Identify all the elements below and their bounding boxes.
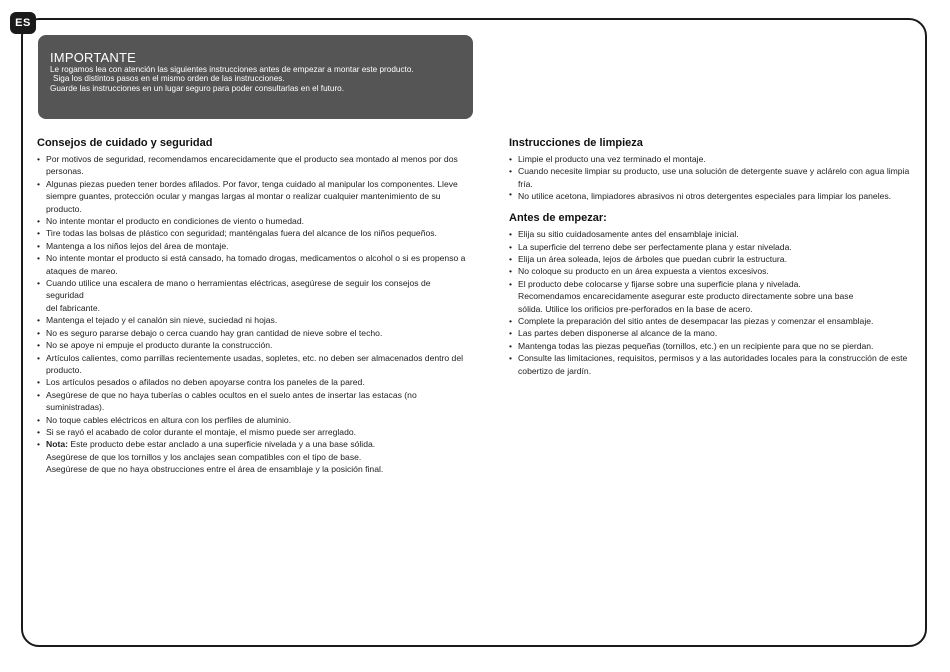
list-item: • Tire todas las bolsas de plástico con seguridad; manténgalas fuera del alcance de los niños pequeños. [37,227,477,239]
list-item: • Por motivos de seguridad, recomendamos encarecidamente que el producto sea montado al menos por dos personas. [37,153,477,178]
list-item: • Artículos calientes, como parrillas recientemente usadas, sopletes, etc. no deben ser almacenados dentro del producto. [37,352,477,377]
important-line: Guarde las instrucciones en un lugar seguro para poder consultarlas en el futuro. [50,83,345,93]
list-item: • No se apoye ni empuje el producto durante la construcción. [37,339,477,351]
list-item-continuation: del fabricante. [46,302,100,313]
list-item-continuation: seguridad [46,290,84,301]
list-item: • Elija su sitio cuidadosamente antes del ensamblaje inicial. [509,228,914,240]
list-item: • Limpie el producto una vez terminado el montaje. [509,153,914,165]
before-title: Antes de empezar: [509,212,607,225]
note-text: Este producto debe estar anclado a una superficie nivelada y a una base sólida. [67,439,376,450]
list-item-continuation: sólida. Utilice los orificios pre-perforados en la base de acero. [518,303,753,314]
important-line: Siga los distintos pasos en el mismo orden de las instrucciones. [53,74,285,84]
right-column [509,136,914,377]
language-tab: ES [10,12,36,34]
note-line: Asegúrese de que no haya obstrucciones entre el área de ensamblaje y la posición final. [46,464,384,475]
note-item [37,438,477,450]
list-item: • Mantenga el tejado y el canalón sin nieve, suciedad ni hojas. [37,314,477,326]
list-item: • Asegúrese de que no haya tuberías o cables ocultos en el suelo antes de insertar las estacas (no suministradas). [37,389,477,414]
note-label: Nota: [46,439,68,450]
list-item: • El producto debe colocarse y fijarse sobre una superficie plana y nivelada. [509,278,914,290]
list-item: • Las partes deben disponerse al alcance de la mano. [509,327,914,339]
important-notice-box [38,35,473,119]
cleaning-list [509,153,914,201]
important-line: Le rogamos lea con atención las siguientes instrucciones antes de empezar a montar este producto. [50,65,414,74]
list-item: • Complete la preparación del sitio antes de desempacar las piezas y comenzar el ensamblaje. [509,315,914,327]
note-line: Asegúrese de que los tornillos y los anclajes sean compatibles con el tipo de base. [46,451,362,462]
list-item: • Los artículos pesados o afilados no deben apoyarse contra los paneles de la pared. [37,376,477,388]
list-item: • Elija un área soleada, lejos de árboles que puedan cubrir la estructura. [509,253,914,265]
list-item: • Algunas piezas pueden tener bordes afilados. Por favor, tenga cuidado al manipular los componentes. Lleve siempre guantes, protección ocular y mangas largas al montar o realizar cualquier mantenimiento de su producto. [37,178,477,215]
safety-section [37,136,477,476]
list-item: • Cuando necesite limpiar su producto, use una solución de detergente suave y aclárelo con agua limpia fría. [509,165,914,190]
list-item: • No coloque su producto en un área expuesta a vientos excesivos. [509,265,914,277]
list-item: • Mantenga a los niños lejos del área de montaje. [37,240,477,252]
important-title: IMPORTANTE [50,50,137,65]
before-list [509,228,914,377]
list-item: • No es seguro pararse debajo o cerca cuando hay gran cantidad de nieve sobre el techo. [37,327,477,339]
list-item: • No intente montar el producto si está cansado, ha tomado drogas, medicamentos o alcohol o si es propenso a ataques de mareo. [37,252,477,277]
cleaning-title: Instrucciones de limpieza [509,137,643,149]
list-item: • Cuando utilice una escalera de mano o herramientas eléctricas, asegúrese de seguir los consejos de [37,277,477,289]
list-item: • No utilice acetona, limpiadores abrasivos ni otros detergentes especiales para limpiar los paneles. [509,190,914,201]
list-item: • Consulte las limitaciones, requisitos, permisos y a las autoridades locales para la construcción de este cobertizo de jardín. [509,352,914,377]
list-item-continuation: Recomendamos encarecidamente asegurar este producto directamente sobre una base [518,291,854,302]
list-item: • Si se rayó el acabado de color durante el montaje, el mismo puede ser arreglado. [37,426,477,438]
list-item: • No intente montar el producto en condiciones de viento o humedad. [37,215,477,227]
list-item: • No toque cables eléctricos en altura con los perfiles de aluminio. [37,414,477,426]
safety-title: Consejos de cuidado y seguridad [37,137,213,149]
safety-list [37,153,477,476]
list-item: • La superficie del terreno debe ser perfectamente plana y estar nivelada. [509,241,914,253]
list-item: • Mantenga todas las piezas pequeñas (tornillos, etc.) en un recipiente para que no se pierdan. [509,340,914,352]
